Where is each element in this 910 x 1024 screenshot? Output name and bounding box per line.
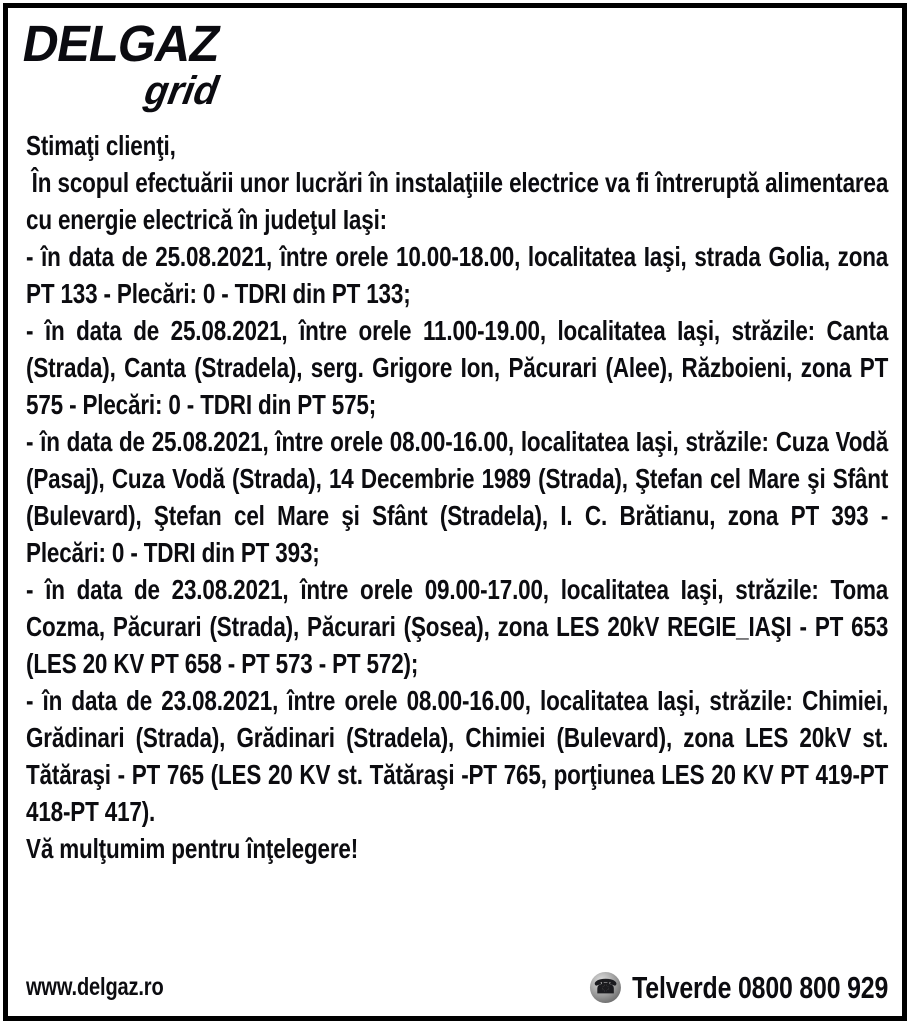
website-text: www.delgaz.ro (26, 973, 164, 1001)
outage-notice-document (3, 3, 907, 1021)
greeting-text: Stimaţi clienţi, (26, 130, 176, 161)
intro-paragraph: În scopul efectuării unor lucrări în instalaţiile electrice va fi întreruptă alimentarea cu energie electrică în judeţul Iaşi: (26, 167, 889, 235)
logo-delgaz-text: DELGAZ (18, 15, 225, 72)
outage-item-3: - în data de 25.08.2021, între orele 08.00-16.00, localitatea Iaşi, străzile: Cuza Vodă (Pasaj), Cuza Vodă (Strada), 14 Decembrie 1989 (Strada), Ştefan cel Mare şi Sfânt (Bulevard), Ştefan cel Mare şi Sfânt (Stradela), I. C. Brătianu, zona PT 393 - Plecări: 0 - TDRI din PT 393; (26, 426, 889, 568)
outage-item-4: - în data de 23.08.2021, între orele 09.00-17.00, localitatea Iaşi, străzile: Toma Cozma, Păcurari (Strada), Păcurari (Şosea), zona LES 20kV REGIE_IAŞI - PT 653 (LES 20 KV PT 658 - PT 573 - PT 572); (26, 574, 889, 679)
telverde-contact (593, 969, 888, 1006)
footer (26, 969, 888, 1006)
outage-item-2: - în data de 25.08.2021, între orele 11.00-19.00, localitatea Iaşi, străzile: Canta (Strada), Canta (Stradela), serg. Grigore Ion, Păcurari (Alee), Războieni, zona PT 575 - Plecări: 0 - TDRI din PT 575; (26, 315, 889, 420)
telverde-number: Telverde 0800 800 929 (632, 970, 889, 1005)
delgaz-grid-logo (12, 15, 235, 113)
telephone-icon: ☎ (590, 972, 621, 1003)
notice-body (26, 127, 888, 1008)
outage-item-1: - în data de 25.08.2021, între orele 10.00-18.00, localitatea Iaşi, strada Golia, zona PT 133 - Plecări: 0 - TDRI din PT 133; (26, 241, 889, 309)
logo-grid-text: grid (141, 69, 222, 113)
closing-text: Vă mulţumim pentru înţelegere! (26, 833, 359, 864)
outage-item-5: - în data de 23.08.2021, între orele 08.00-16.00, localitatea Iaşi, străzile: Chimiei, Grădinari (Strada), Grădinari (Stradela), Chimiei (Bulevard), zona LES 20kV st. Tătăraşi - PT 765 (LES 20 KV st. Tătăraşi -PT 765, porţiunea LES 20 KV PT 419-PT 418-PT 417). (26, 685, 889, 827)
